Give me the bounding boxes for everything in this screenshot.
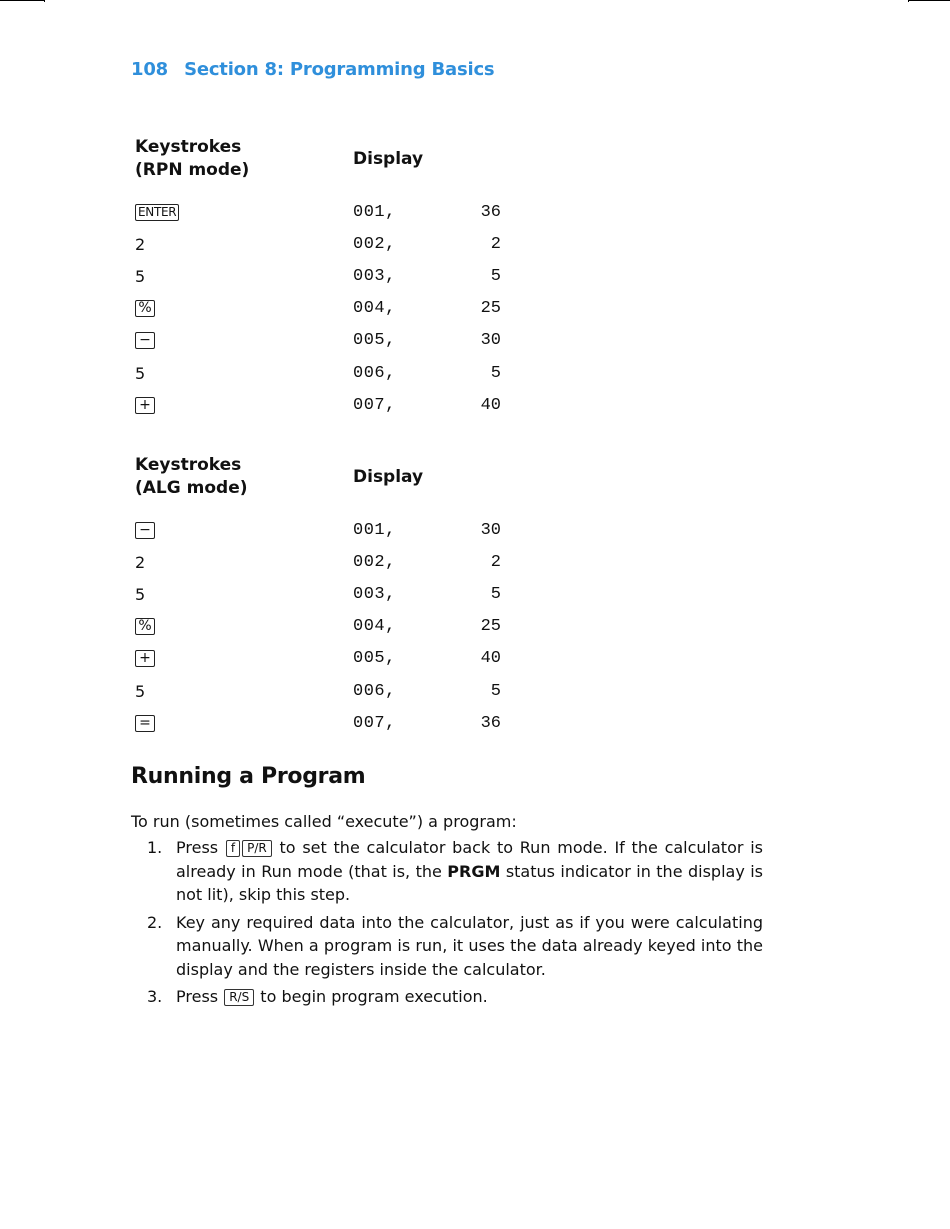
section-title-header: Section 8: Programming Basics <box>184 59 495 80</box>
keycode-value: 30 <box>480 331 501 351</box>
crop-mark-left-tick <box>44 0 45 2</box>
keycode-value: 40 <box>480 395 501 415</box>
keystroke-cell <box>135 357 145 389</box>
program-step: 006, <box>353 363 396 383</box>
keycode-value: 5 <box>490 584 501 604</box>
table-row <box>135 643 515 675</box>
calculator-key-icon: + <box>135 650 155 667</box>
run-stop-key: R/S <box>224 989 254 1006</box>
keystroke-cell <box>135 196 179 228</box>
program-step: 002, <box>353 552 396 572</box>
step-text: status indicator in the display is not lit), skip this step. <box>176 861 763 904</box>
table-row <box>135 675 515 707</box>
display-column-header: Display <box>353 149 424 169</box>
f-key: f <box>226 840 240 857</box>
crop-mark-right-tick <box>908 0 909 2</box>
table-row <box>135 228 515 260</box>
keystroke-cell <box>135 546 145 578</box>
step-number: 2. <box>147 912 163 932</box>
page-number: 108 <box>131 59 168 80</box>
calculator-key-icon: = <box>135 715 155 732</box>
table-row <box>135 293 515 325</box>
calculator-key-icon: ENTER <box>135 204 179 221</box>
keystroke-cell <box>135 389 155 421</box>
keystrokes-column-header <box>135 136 249 182</box>
step-number: 3. <box>147 987 163 1006</box>
table-row <box>135 357 515 389</box>
step-text: Press <box>176 838 219 857</box>
keystroke-cell <box>135 260 145 292</box>
display-column-header: Display <box>353 467 424 487</box>
program-step: 003, <box>353 266 396 286</box>
program-step: 003, <box>353 584 396 604</box>
table-row <box>135 389 515 421</box>
section-heading: Running a Program <box>131 764 366 789</box>
keycode-value: 2 <box>490 552 501 572</box>
program-step: 004, <box>353 299 396 319</box>
keystroke-cell <box>135 325 155 357</box>
table-rows <box>135 196 515 421</box>
step-text: to set the calculator back to Run mode. If the calculator is already in Run mode (that is, the <box>176 838 763 881</box>
calculator-key-icon: − <box>135 522 155 539</box>
digit-keystroke: 5 <box>135 266 146 286</box>
prgm-indicator-label: PRGM <box>447 861 501 881</box>
program-step: 001, <box>353 202 396 222</box>
keycode-value: 2 <box>490 234 501 254</box>
table-row <box>135 260 515 292</box>
keystrokes-label: Keystrokes <box>135 137 242 157</box>
calculator-key-icon: − <box>135 332 155 349</box>
keystroke-cell <box>135 707 155 739</box>
step-number: 1. <box>147 838 163 857</box>
keystroke-cell <box>135 514 155 546</box>
program-step: 004, <box>353 617 396 637</box>
keycode-value: 5 <box>490 363 501 383</box>
page-header <box>131 59 494 80</box>
table-header <box>135 454 515 514</box>
keycode-value: 36 <box>480 202 501 222</box>
table-row <box>135 546 515 578</box>
mode-label: (ALG mode) <box>135 478 248 498</box>
keystroke-cell <box>135 293 155 325</box>
intro-paragraph: To run (sometimes called “execute”) a program: <box>131 812 517 831</box>
program-step: 006, <box>353 681 396 701</box>
keystroke-cell <box>135 228 145 260</box>
keystrokes-label: Keystrokes <box>135 455 242 475</box>
table-row <box>135 611 515 643</box>
steps-list <box>131 836 763 1013</box>
keycode-value: 30 <box>480 520 501 540</box>
digit-keystroke: 2 <box>135 234 146 254</box>
keycode-value: 5 <box>490 266 501 286</box>
table-row <box>135 578 515 610</box>
keystroke-cell <box>135 675 145 707</box>
digit-keystroke: 5 <box>135 363 146 383</box>
keystroke-cell <box>135 643 155 675</box>
calculator-key-icon: + <box>135 397 155 414</box>
crop-mark-left <box>0 0 44 1</box>
program-step: 007, <box>353 395 396 415</box>
keycode-value: 40 <box>480 649 501 669</box>
mode-label: (RPN mode) <box>135 160 250 180</box>
program-step: 005, <box>353 649 396 669</box>
keycode-value: 25 <box>480 617 501 637</box>
keystroke-cell <box>135 578 145 610</box>
program-step: 005, <box>353 331 396 351</box>
list-item <box>131 836 763 907</box>
calculator-key-icon: % <box>135 300 155 317</box>
step-text: Key any required data into the calculator, just as if you were calculating manually. When a program is run, it uses the data already keyed into the display and the registers inside the calculator. <box>176 912 763 979</box>
table-row <box>135 325 515 357</box>
table-rows <box>135 514 515 739</box>
digit-keystroke: 5 <box>135 584 146 604</box>
program-run-key: P/R <box>242 840 272 857</box>
keycode-value: 36 <box>480 713 501 733</box>
table-row <box>135 514 515 546</box>
list-item <box>131 985 763 1009</box>
alg-keystroke-table <box>135 454 515 739</box>
step-text: Press <box>176 987 219 1006</box>
keystrokes-column-header <box>135 454 248 500</box>
program-step: 002, <box>353 234 396 254</box>
calculator-key-icon: % <box>135 618 155 635</box>
step-text: to begin program execution. <box>260 987 488 1006</box>
program-step: 001, <box>353 520 396 540</box>
digit-keystroke: 2 <box>135 552 146 572</box>
keycode-value: 25 <box>480 299 501 319</box>
program-step: 007, <box>353 713 396 733</box>
keycode-value: 5 <box>490 681 501 701</box>
table-row <box>135 707 515 739</box>
rpn-keystroke-table <box>135 136 515 421</box>
keystroke-cell <box>135 611 155 643</box>
crop-mark-right <box>908 0 950 1</box>
table-row <box>135 196 515 228</box>
table-header <box>135 136 515 196</box>
list-item <box>131 911 763 982</box>
digit-keystroke: 5 <box>135 681 146 701</box>
